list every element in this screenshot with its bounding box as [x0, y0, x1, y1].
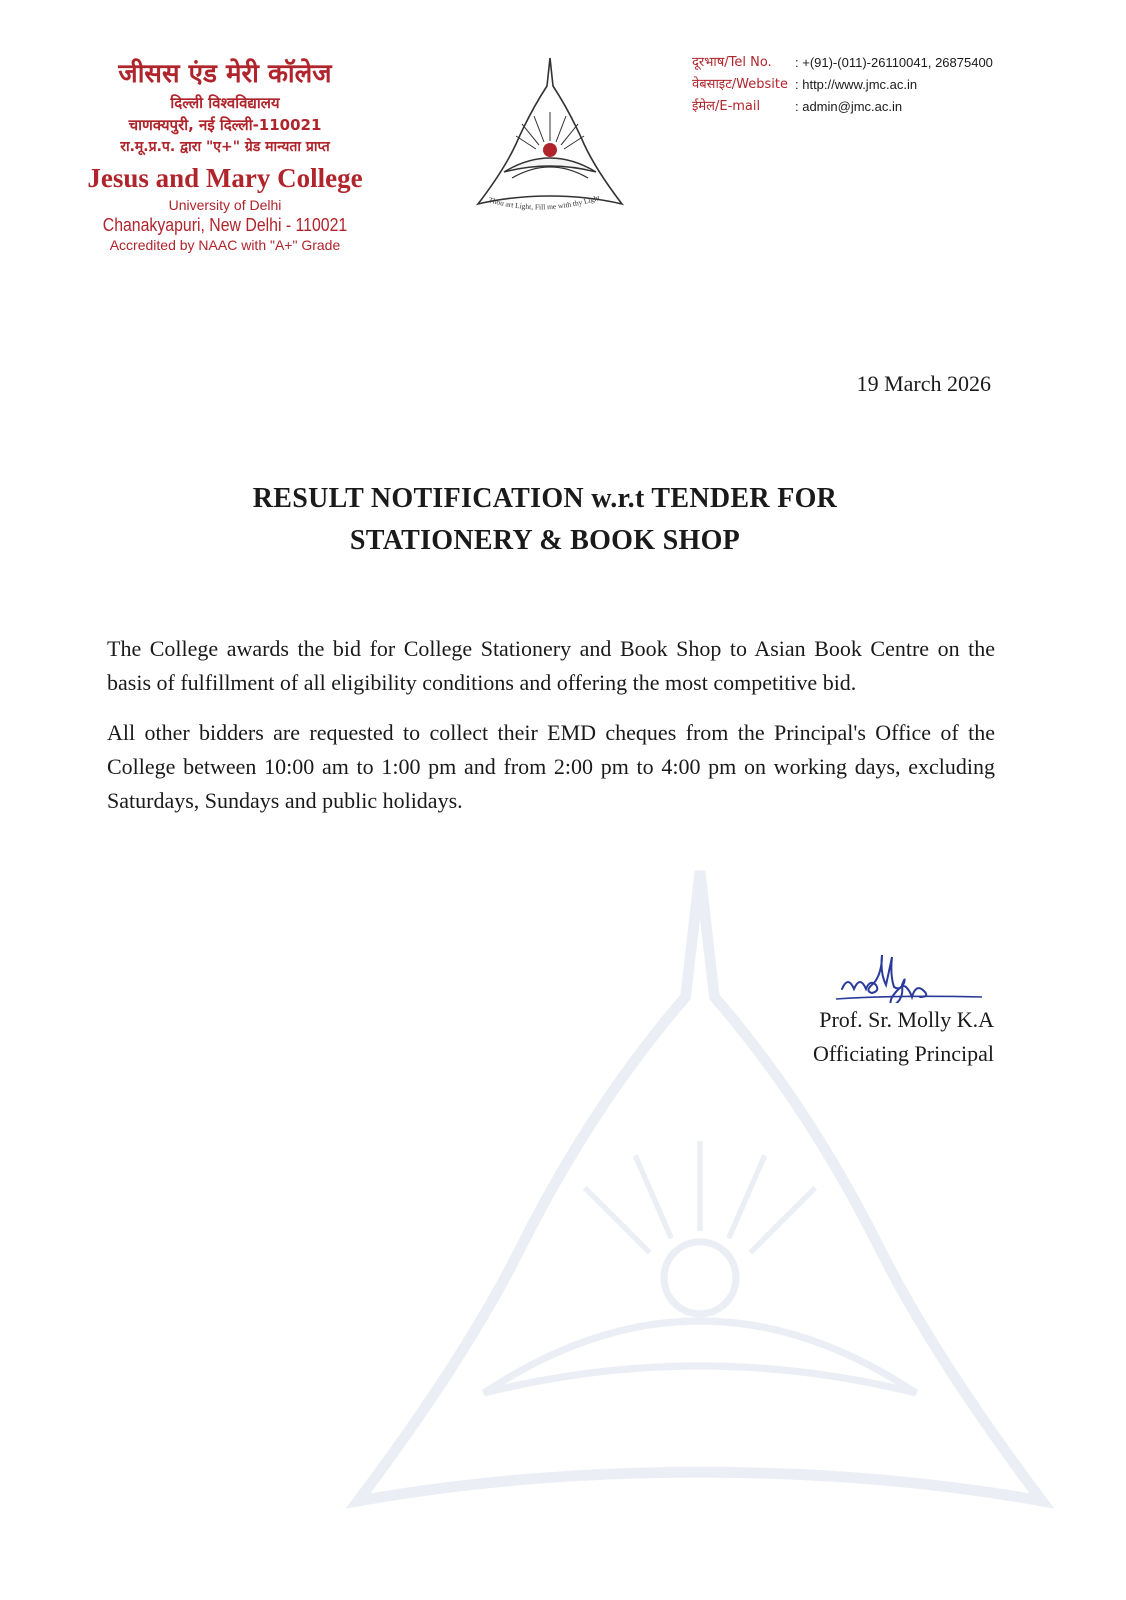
university-hindi: दिल्ली विश्वविद्यालय	[170, 94, 280, 112]
watermark-emblem-icon	[340, 850, 1060, 1540]
title-line-1: RESULT NOTIFICATION w.r.t TENDER FOR	[252, 483, 838, 514]
address: Chanakyapuri, New Delhi - 110021	[102, 215, 348, 235]
website-label: वेबसाइट/Website	[692, 77, 788, 92]
tel-label: दूरभाष/Tel No.	[692, 55, 772, 70]
contact-block	[692, 52, 993, 118]
website-link[interactable]: : http://www.jmc.ac.in	[795, 77, 918, 92]
email-link[interactable]: : admin@jmc.ac.in	[795, 99, 903, 114]
paragraph-award: The College awards the bid for College Stationery and Book Shop to Asian Book Centre on the basis of fulfillment of all eligibility conditions and offering the most competitive bid.	[107, 636, 995, 695]
tel-value[interactable]: : +(91)-(011)-26110041, 26875400	[795, 55, 993, 70]
accreditation-hindi: रा.मू.प्र.प. द्वारा "ए+" ग्रेड मान्यता प्राप्त	[120, 139, 330, 155]
email-label: ईमेल/E-mail	[692, 99, 761, 114]
college-emblem-icon	[470, 52, 630, 212]
college-name: Jesus and Mary College	[87, 163, 363, 193]
college-name-hindi: जीसस एंड मेरी कॉलेज	[118, 59, 332, 89]
contact-email	[692, 96, 993, 118]
accreditation: Accredited by NAAC with "A+" Grade	[109, 237, 341, 253]
document-title	[100, 478, 990, 562]
university: University of Delhi	[168, 197, 282, 213]
contact-tel	[692, 52, 993, 74]
signatory-designation: Officiating Principal	[812, 1041, 994, 1066]
address-hindi: चाणक्यपुरी, नई दिल्ली-110021	[128, 116, 322, 134]
document-body	[107, 632, 995, 834]
signatory-name: Prof. Sr. Molly K.A	[819, 1007, 994, 1032]
paragraph-emd-collection: All other bidders are requested to collect their EMD cheques from the Principal's Office of the College between 10:00 am to 1:00 pm and from 2:00 pm to 4:00 pm on working days, excluding Saturdays, Sundays and public holidays.	[107, 720, 995, 813]
handwritten-signature	[834, 955, 984, 1003]
document-date: 19 March 2026	[856, 371, 991, 396]
logo-motto: Thou art Light, Fill me with thy Light	[487, 192, 601, 212]
contact-website	[692, 74, 993, 96]
title-line-2: STATIONERY & BOOK SHOP	[349, 525, 741, 556]
signature-block	[813, 955, 994, 1071]
letterhead-college-block	[60, 56, 390, 254]
